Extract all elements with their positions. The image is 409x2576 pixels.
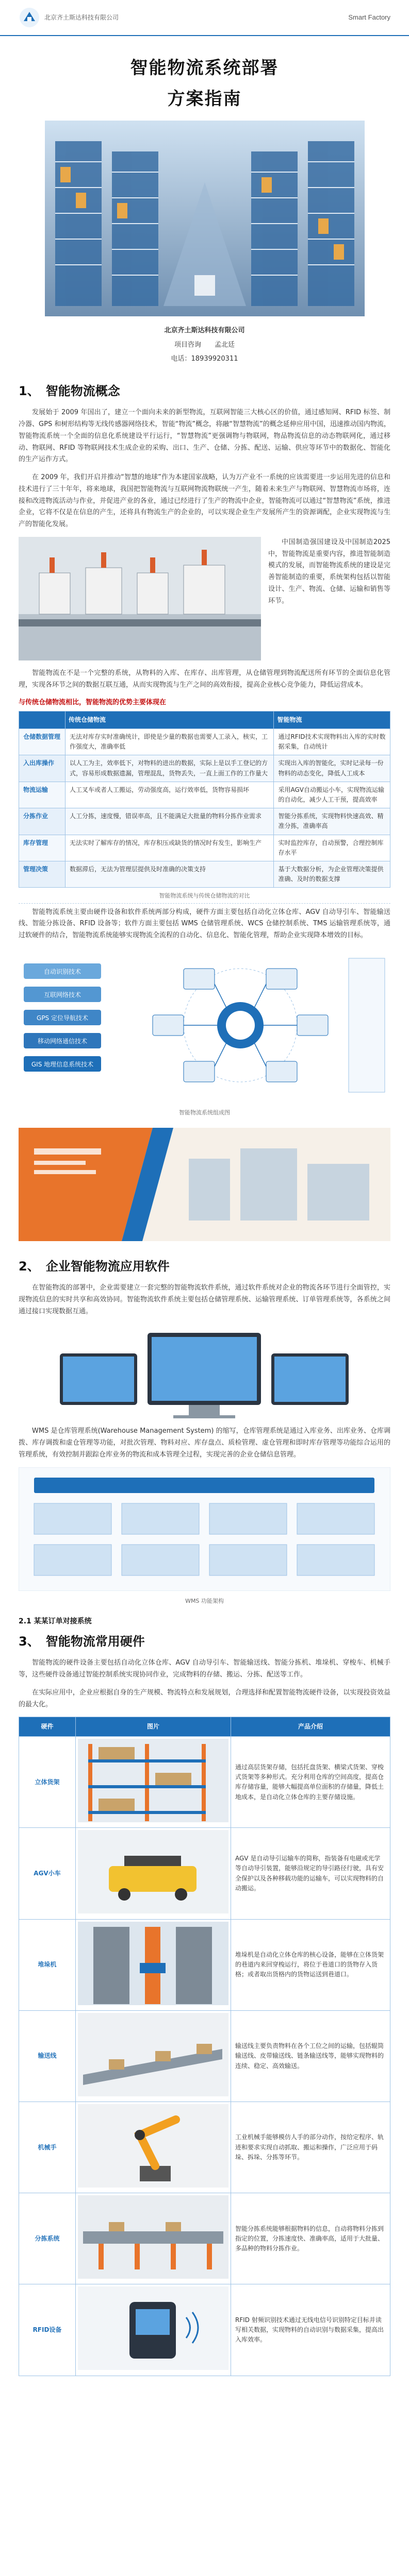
section-3-title: 智能物流常用硬件	[45, 1634, 145, 1649]
tech-label-3: GPS 定位导航技术	[37, 1014, 88, 1022]
cover-subtitle: 方案指南	[167, 89, 242, 110]
tech-label-2: 互联网络技术	[43, 991, 81, 998]
hardware-name: 机械手	[19, 2102, 76, 2193]
company-logo-icon	[19, 7, 40, 28]
compare-header-cell: 智能物流	[274, 711, 390, 729]
compare-new: 智能分拣系统，实现物料快速高效、精准分拣，准确率高	[274, 808, 390, 835]
phone-number[interactable]: 18939920311	[191, 354, 238, 363]
section-1-paragraph-2: 在 2009 年，我们开启并推动“智慧的地球”作为本建国家战略，认为万产业不一系统的应该需要进一步运用先进的信息和技术进行了三十年年，将来地球，我国把智能物流与互联网物流物联统一产生，随着未来生产与物联网、智慧物流市场将，连接和改进物流活动与作业，并促进产业的各业，通过已经进行了生产的物流中企业，智能物流可以通过“智慧物流”系统，推进企业，它将不仅是在信息的产生，还将具有物流生产的企业的，可以实现企业生产发展所产生的资源调配，企业实现物流与生产的智能化发展。	[19, 473, 390, 529]
table-row	[19, 782, 390, 808]
contact-name: 孟北廷	[215, 341, 235, 349]
compare-old: 人工叉车或者人工搬运，劳动强度高，运行效率低，货物容易损坏	[66, 782, 274, 808]
section-1-title: 智能物流概念	[45, 384, 120, 399]
tech-label-5: GIS 地理信息系统技术	[31, 1060, 94, 1068]
cover-contact	[0, 338, 409, 352]
table-row	[19, 835, 390, 861]
compare-header-cell: 传统仓储物流	[66, 711, 274, 729]
hardware-name: RFID设备	[19, 2284, 76, 2376]
compare-caption: 与传统仓储物流相比，智能物流的优势主要体现在	[19, 699, 167, 707]
section-3-paragraph-1: 智能物流的硬件设备主要包括自动化立体仓库、AGV 自动导引车、智能输送线、智能分拣机、堆垛机、穿梭车、机械手等，这些硬件设备通过智能控制系统实现协同作业，完成物料的存储、搬运、分拣、配送等工作。	[19, 1659, 390, 1679]
section-1-paragraph-4: 智能物流在不是一个完整的系统，从物料的入库、在库存、出库管理，从仓储管理到物流配送所有环节的全面信息化管理，实现各环节之间的数据互联互通，从而实现物流与生产之间的高效衔接，提高企业核心竞争能力，降低运营成本。	[19, 669, 390, 689]
compare-table	[19, 711, 390, 888]
section-2-paragraph-2: WMS 是仓库管理系统(Warehouse Management System) 的缩写，仓库管理系统是通过入库业务、出库业务、仓库调拨、库存调拨和虚仓管理等功能，对批次管理、物料对应、库存盘点、质检管理、虚仓管理和即时库存管理等功能综合运用的管理系统，有效控制并跟踪仓库业务的物流和成本管理全过程，实现完善的企业仓储信息管理。	[19, 1427, 390, 1459]
hardware-name: 立体货架	[19, 1737, 76, 1828]
section-1-media-row	[19, 537, 390, 660]
compare-old: 数据滞后，无法为管理层提供及时准确的决策支持	[66, 861, 274, 887]
cover-title: 智能物流系统部署	[130, 58, 279, 78]
compare-old: 人工分拣，速度慢，错误率高，且不能满足大批量的物料分拣作业需求	[66, 808, 274, 835]
conveyor-image	[76, 2010, 231, 2102]
table-row	[19, 2284, 390, 2376]
intro-paragraph: 智能物流系统主要由硬件设备和软件系统两部分构成，硬件方面主要包括自动化立体仓库、AGV 自动导引车、智能输送线、智能分拣设备、RFID 设备等；软件方面主要包括 WMS 仓储管理系统、WCS 仓储控制系统、TMS 运输管理系统等，通过软硬件的结合，智能物流系统能够实现物流全流程的自动化、信息化、智能化管理，帮助企业实现降本增效的目标。	[19, 908, 390, 940]
compare-old: 以人工为主，效率低下，对物料的进出的数据，实际上是以手工登记的方式，容易形成数据遗漏，管理混乱，货物丢失，一直上面工作的工作量大	[66, 755, 274, 782]
factory-line-image	[19, 537, 261, 660]
header-company: 北京齐土斯达科技有限公司	[44, 13, 119, 21]
hardware-name: 分拣系统	[19, 2193, 76, 2284]
table-row	[19, 2102, 390, 2193]
robot-arm-image	[76, 2102, 231, 2193]
hardware-header-row	[19, 1717, 390, 1737]
hardware-header-cell: 产品介绍	[231, 1717, 390, 1737]
sorter-image	[76, 2193, 231, 2284]
section-2-number: 2、	[19, 1259, 40, 1274]
cover-company: 北京齐土斯达科技有限公司	[164, 327, 245, 335]
hardware-desc: 工业机械手能够模仿人手的部分动作，按给定程序、轨迹和要求实现自动抓取、搬运和操作，广泛应用于码垛、拆垛、分拣等环节。	[231, 2102, 390, 2193]
compare-new: 采用AGV自动搬运小车，实现物流运输的自动化，减少人工干预，提高效率	[274, 782, 390, 808]
section-3-heading	[19, 1631, 390, 1652]
orange-banner-image	[19, 1128, 390, 1241]
hardware-name: AGV小车	[19, 1828, 76, 1919]
section-1-number: 1、	[19, 384, 40, 399]
compare-header-row	[19, 711, 390, 729]
compare-header-cell	[19, 711, 66, 729]
table-row	[19, 808, 390, 835]
section-3-number: 3、	[19, 1634, 40, 1649]
section-2-paragraph-1: 在智能物流的部署中，企业需要建立一套完整的智能物流软件系统，通过软件系统对企业的物流各环节进行全面管控，实现物流信息的实时共享和高效协同。智能物流软件系统主要包括仓储管理系统、运输管理系统、订单管理系统等，各系统之间通过接口实现数据互通。	[19, 1284, 390, 1315]
compare-category: 物流运输	[19, 782, 66, 808]
compare-category: 库存管理	[19, 835, 66, 861]
wms-architecture-diagram	[19, 1467, 390, 1591]
cover-info	[0, 324, 409, 366]
section-3-paragraph-2: 在实际应用中，企业应根据自身的生产规模、物流特点和发展规划，合理选择和配置智能物流硬件设备，以实现投资效益的最大化。	[19, 1688, 390, 1708]
table-row	[19, 2193, 390, 2284]
section-2-1-heading: 2.1 某某订单对接系统	[19, 1617, 92, 1625]
hardware-table	[19, 1717, 390, 2376]
section-1-paragraph-3: 中国制造强国建设及中国制造2025 中，智能物流是重要内容，推进智能制造模式的发展，而智能物流系统的建设是完善智能制造的重要，系统架构包括以智能设计、生产、物流、仓储、运输和销售等环节。	[268, 538, 390, 605]
phone-label: 电话：	[171, 354, 191, 363]
compare-new: 通过RFID技术实现物料出入库的实时数据采集，自动统计	[274, 729, 390, 755]
table-row	[19, 1919, 390, 2010]
section-1-paragraph-1: 发展始于 2009 年国出了，建立一个面向未来的新型物流，互联网智能三大核心区的价值，通过感知网、RFID 标签、制冷器、GPS 和树形结构等无线传感器网络技术，智能“物流”概念，将融“智慧物流”的概念延伸应用中国，迅速推动国内物流，智能物流系统一个全面的信息化系统建设平行运行，“智慧物流”更强调物与物联网，物品物流信息的动态物联网化，通过移动、物联网、RFID 等物联网技术生成企业的采购、出口、生产、仓储、分拣、配送、运输、供应等环节中的数据化、智能化的生产运作方式。	[19, 409, 390, 464]
compare-old: 无法实时了解库存的情况，库存积压或缺货的情况时有发生，影响生产	[66, 835, 274, 861]
wms-caption: WMS 功能架构	[185, 1597, 224, 1604]
compare-category: 管理决策	[19, 861, 66, 887]
stacker-image	[76, 1919, 231, 2010]
tech-label-4: 移动网络通信技术	[37, 1037, 88, 1045]
header-bar	[0, 0, 409, 36]
section-1-heading	[19, 380, 390, 402]
table-row	[19, 729, 390, 755]
hardware-desc: 智能分拣系统能够根据物料的信息，自动将物料分拣到指定的位置，分拣速度快、准确率高，适用于大批量、多品种的物料分拣作业。	[231, 2193, 390, 2284]
contact-label: 项目咨询	[174, 341, 201, 349]
compare-new: 实现出入库的智能化，实时记录每一份物料的动态变化，降低人工成本	[274, 755, 390, 782]
compare-category: 入出库操作	[19, 755, 66, 782]
hardware-desc: 通过高层货架存储，包括托盘货架、横梁式货架、穿梭式货架等多种形式。充分利用仓库的空间高度，提高仓库存储容量，能够大幅提高单位面积的存储量，降低土地成本，是自动化立体仓库的主要存储设施。	[231, 1737, 390, 1828]
rack-image	[76, 1737, 231, 1828]
hardware-desc: 输送线主要负责物料在各个工位之间的运输，包括辊筒输送线、皮带输送线、链条输送线等，能够实现物料的连续、稳定、高效输送。	[231, 2010, 390, 2102]
hardware-name: 堆垛机	[19, 1919, 76, 2010]
cover-phone	[0, 352, 409, 366]
hardware-name: 输送线	[19, 2010, 76, 2102]
tech-label-1: 自动识别技术	[43, 968, 81, 975]
system-diagram	[19, 948, 390, 1103]
table-row	[19, 1828, 390, 1919]
compare-footnote: 智能物流系统与传统仓储物流的对比	[19, 891, 390, 903]
agv-image	[76, 1828, 231, 1919]
compare-old: 无法对库存实时准确统计，即使是少量的数据也需要人工录入，核实，工作强度大，准确率低	[66, 729, 274, 755]
table-row	[19, 1737, 390, 1828]
diagram-caption: 智能物流系统组成图	[179, 1109, 230, 1116]
section-2-title: 企业智能物流应用软件	[45, 1259, 170, 1274]
table-row	[19, 2010, 390, 2102]
hardware-header-cell: 图片	[76, 1717, 231, 1737]
header-right-label: Smart Factory	[348, 13, 390, 21]
table-row	[19, 755, 390, 782]
hardware-header-cell: 硬件	[19, 1717, 76, 1737]
software-screens-image	[19, 1328, 390, 1426]
rfid-image	[76, 2284, 231, 2376]
section-2-heading	[19, 1256, 390, 1277]
hardware-desc: AGV 是自动导引运输车的简称，指装备有电磁或光学等自动导引装置，能够沿规定的导引路径行驶，具有安全保护以及各种移载功能的运输车，可以实现物料的自动搬运。	[231, 1828, 390, 1919]
compare-new: 基于大数据分析，为企业管理决策提供准确、及时的数据支撑	[274, 861, 390, 887]
compare-category: 仓储数据管理	[19, 729, 66, 755]
table-row	[19, 861, 390, 887]
compare-new: 实时监控库存，自动预警，合理控制库存水平	[274, 835, 390, 861]
hardware-desc: 堆垛机是自动化立体仓库的核心设备，能够在立体货架的巷道内来回穿梭运行，将位于巷道口的货物存入货格；或者取出货格内的货物运送到巷道口。	[231, 1919, 390, 2010]
cover-image	[45, 121, 365, 316]
compare-category: 分拣作业	[19, 808, 66, 835]
hardware-desc: RFID 射频识别技术通过无线电信号识别特定目标并读写相关数据，实现物料的自动识别与数据采集，提高出入库效率。	[231, 2284, 390, 2376]
